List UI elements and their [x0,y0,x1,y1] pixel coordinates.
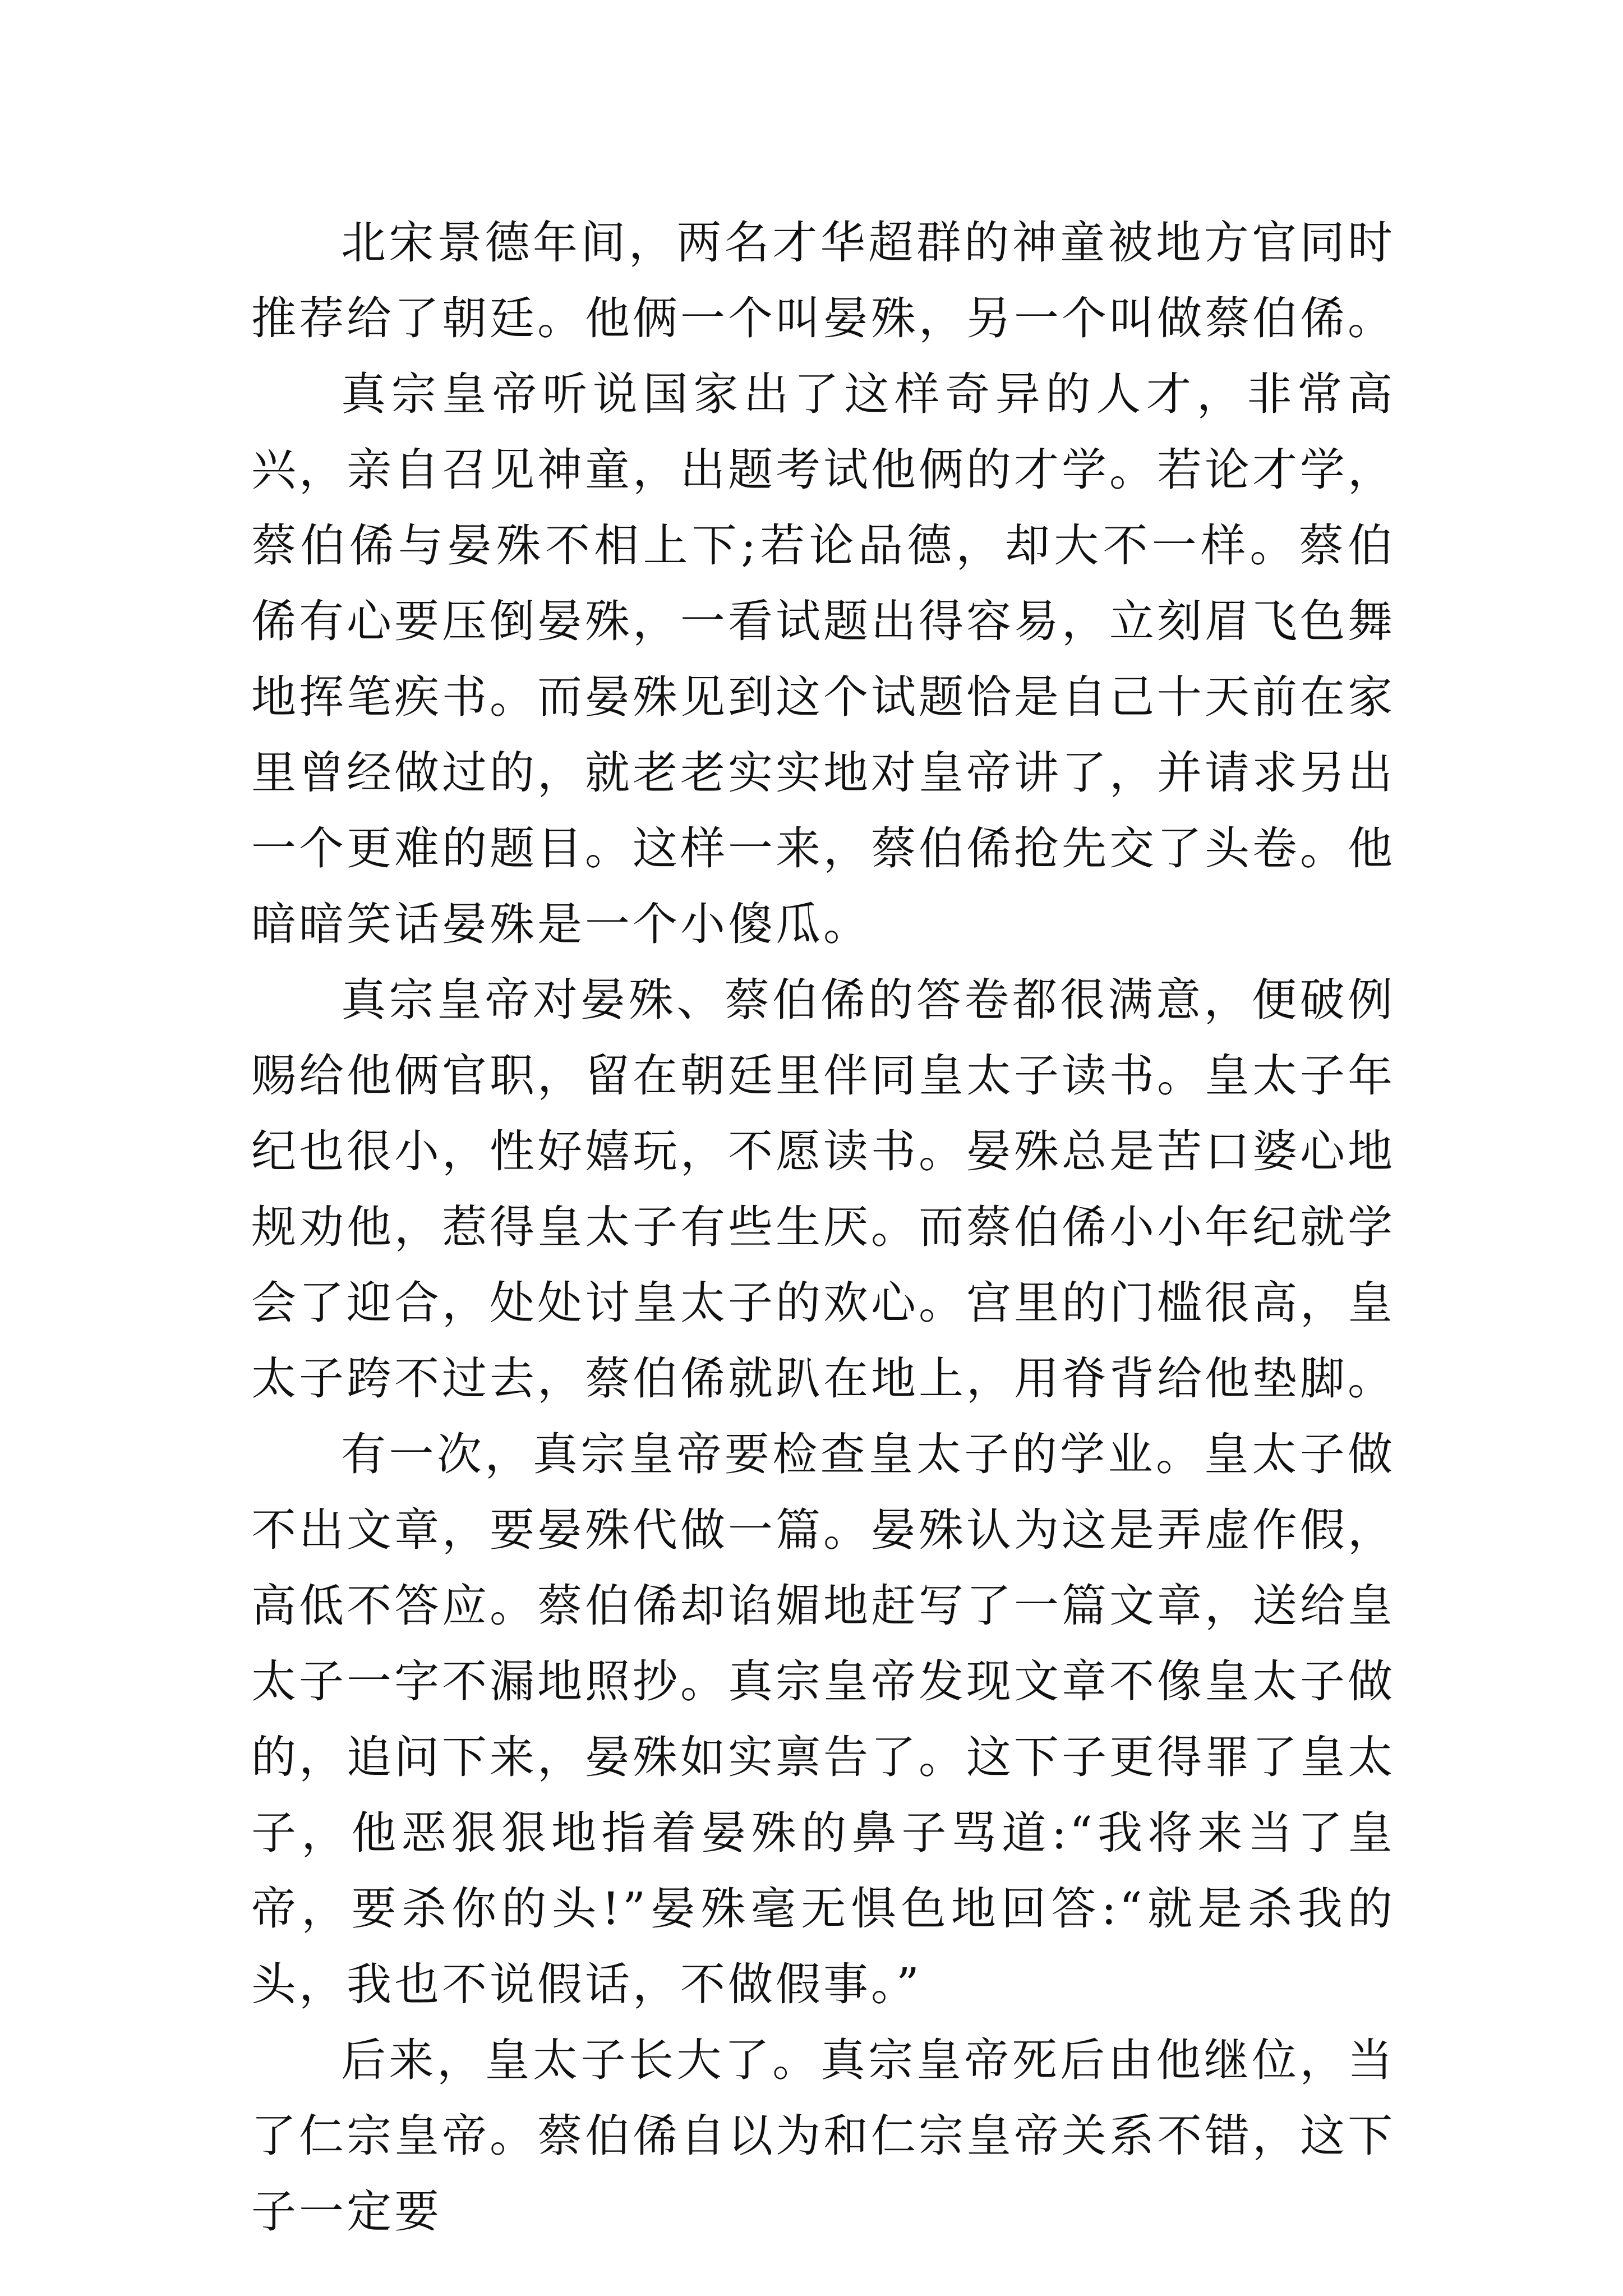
paragraph-1: 北宋景德年间，两名才华超群的神童被地方官同时推荐给了朝廷。他俩一个叫晏殊，另一个叫做蔡伯俙。 [251,217,1395,344]
paragraph-5: 后来，皇太子长大了。真宗皇帝死后由他继位，当了仁宗皇帝。蔡伯俙自以为和仁宗皇帝关系不错，这下子一定要 [251,2034,1395,2238]
paragraph-3: 真宗皇帝对晏殊、蔡伯俙的答卷都很满意，便破例赐给他俩官职，留在朝廷里伴同皇太子读书。皇太子年纪也很小，性好嬉玩，不愿读书。晏殊总是苦口婆心地规劝他，惹得皇太子有些生厌。而蔡伯俙小小年纪就学会了迎合，处处讨皇太子的欢心。宫里的门槛很高，皇太子跨不过去，蔡伯俙就趴在地上，用脊背给他垫脚。 [251,974,1395,1405]
document-body [251,205,1395,2249]
paragraph-2: 真宗皇帝听说国家出了这样奇异的人才，非常高兴，亲自召见神童，出题考试他俩的才学。若论才学，蔡伯俙与晏殊不相上下;若论品德，却大不一样。蔡伯俙有心要压倒晏殊，一看试题出得容易，立刻眉飞色舞地挥笔疾书。而晏殊见到这个试题恰是自己十天前在家里曾经做过的，就老老实实地对皇帝讲了，并请求另出一个更难的题目。这样一来，蔡伯俙抢先交了头卷。他暗暗笑话晏殊是一个小傻瓜。 [251,368,1395,950]
paragraph-4: 有一次，真宗皇帝要检查皇太子的学业。皇太子做不出文章，要晏殊代做一篇。晏殊认为这是弄虚作假，高低不答应。蔡伯俙却谄媚地赶写了一篇文章，送给皇太子一字不漏地照抄。真宗皇帝发现文章不像皇太子做的，追问下来，晏殊如实禀告了。这下子更得罪了皇太子，他恶狠狠地指着晏殊的鼻子骂道:“我将来当了皇帝，要杀你的头!”晏殊毫无惧色地回答:“就是杀我的头，我也不说假话，不做假事。” [251,1428,1395,2010]
